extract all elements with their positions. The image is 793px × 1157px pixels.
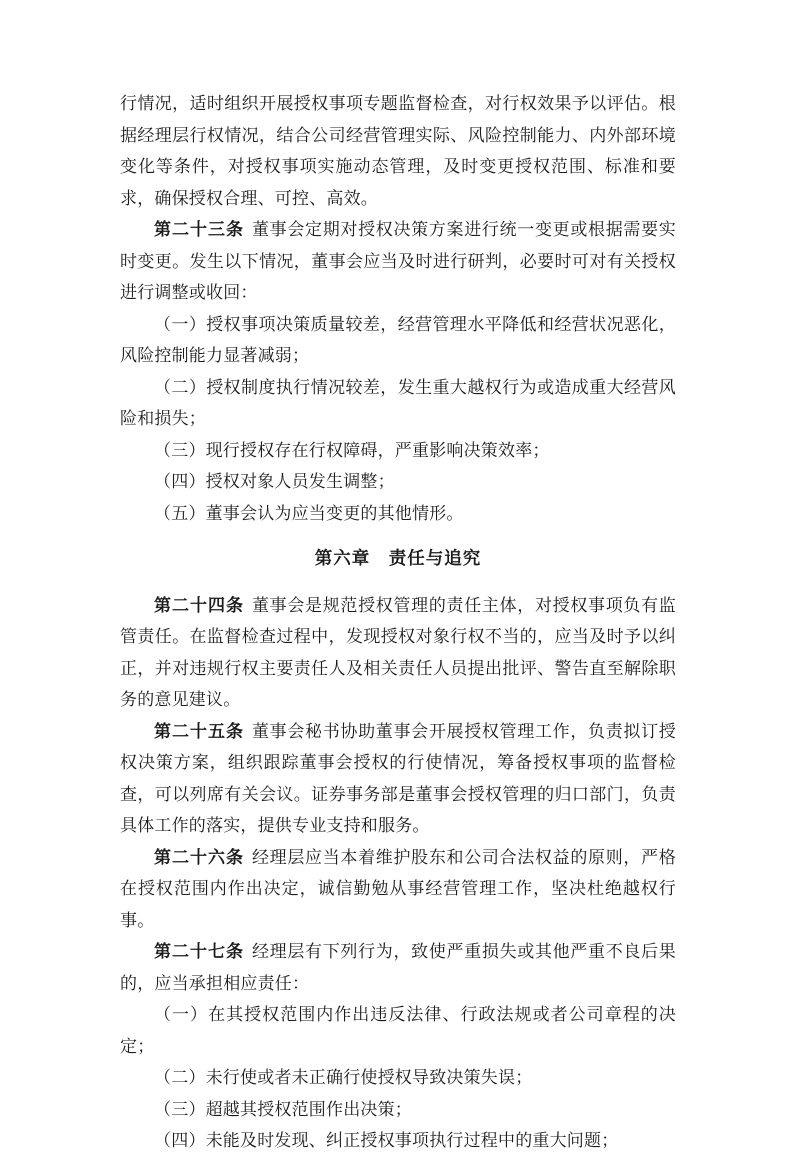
- paragraph-text: （四）未能及时发现、纠正授权事项执行过程中的重大问题；: [154, 1131, 619, 1150]
- paragraph-text: 经理层应当本着维护股东和公司合法权益的原则，严格在授权范围内作出决定，诚信勤勉从事经营管理工作，坚决杜绝越权行事。: [120, 847, 676, 930]
- paragraph-text: （二）未行使或者未正确行使授权导致决策失误；: [154, 1068, 533, 1087]
- article-number: 第二十三条: [154, 220, 244, 239]
- paragraph-text: （三）超越其授权范围作出决策；: [154, 1099, 412, 1119]
- paragraph: [120, 1094, 676, 1126]
- article-number: 第二十七条: [154, 942, 244, 961]
- document-content: [120, 88, 676, 1157]
- paragraph: [120, 1062, 676, 1094]
- paragraph-text: 经理层有下列行为，致使严重损失或其他严重不良后果的，应当承担相应责任：: [120, 942, 676, 993]
- paragraph: [120, 372, 676, 435]
- paragraph: [120, 466, 676, 498]
- paragraph: [120, 1125, 676, 1157]
- paragraph-text: （二）授权制度执行情况较差，发生重大越权行为或造成重大经营风险和损失；: [120, 377, 676, 428]
- article-number: 第二十五条: [154, 721, 244, 741]
- paragraph: [120, 435, 676, 467]
- paragraph-text: 董事会定期对授权决策方案进行统一变更或根据需要实时变更。发生以下情况，董事会应当及时进行研判，必要时可对有关授权进行调整或收回：: [120, 220, 676, 302]
- paragraph: [120, 999, 676, 1062]
- paragraph: [120, 309, 676, 372]
- chapter-heading: 第六章 责任与追究: [314, 548, 482, 568]
- article-number: 第二十六条: [154, 847, 244, 867]
- paragraph-text: 董事会秘书协助董事会开展授权管理工作，负责拟订授权决策方案，组织跟踪董事会授权的行使情况，筹备授权事项的监督检查，可以列席有关会议。证券事务部是董事会授权管理的归口部门，负责具体工作的落实，提供专业支持和服务。: [120, 721, 676, 835]
- paragraph-text: （一）在其授权范围内作出违反法律、行政法规或者公司章程的决定；: [120, 1005, 676, 1056]
- paragraph: [120, 214, 676, 309]
- paragraph-text: （五）董事会认为应当变更的其他情形。: [154, 503, 464, 523]
- paragraph-text: 行情况，适时组织开展授权事项专题监督检查，对行权效果予以评估。根据经理层行权情况，结合公司经营管理实际、风险控制能力、内外部环境变化等条件，对授权事项实施动态管理，及时变更授权范围、标准和要求，确保授权合理、可控、高效。: [120, 94, 676, 208]
- paragraph: [120, 498, 676, 530]
- paragraph: [120, 936, 676, 999]
- article-number: 第二十四条: [154, 595, 244, 615]
- paragraph: [120, 590, 676, 716]
- paragraph: [120, 716, 676, 842]
- paragraph-text: （一）授权事项决策质量较差，经营管理水平降低和经营状况恶化，风险控制能力显著减弱；: [120, 314, 676, 365]
- paragraph: [120, 88, 676, 214]
- paragraph-text: （四）授权对象人员发生调整；: [154, 472, 395, 491]
- paragraph-text: 董事会是规范授权管理的责任主体，对授权事项负有监管责任。在监督检查过程中，发现授权对象行权不当的，应当及时予以纠正，并对违规行权主要责任人及相关责任人员提出批评、警告直至解除职务的意见建议。: [120, 595, 676, 709]
- paragraph: [120, 842, 676, 937]
- paragraph-text: （三）现行授权存在行权障碍，严重影响决策效率；: [154, 440, 550, 460]
